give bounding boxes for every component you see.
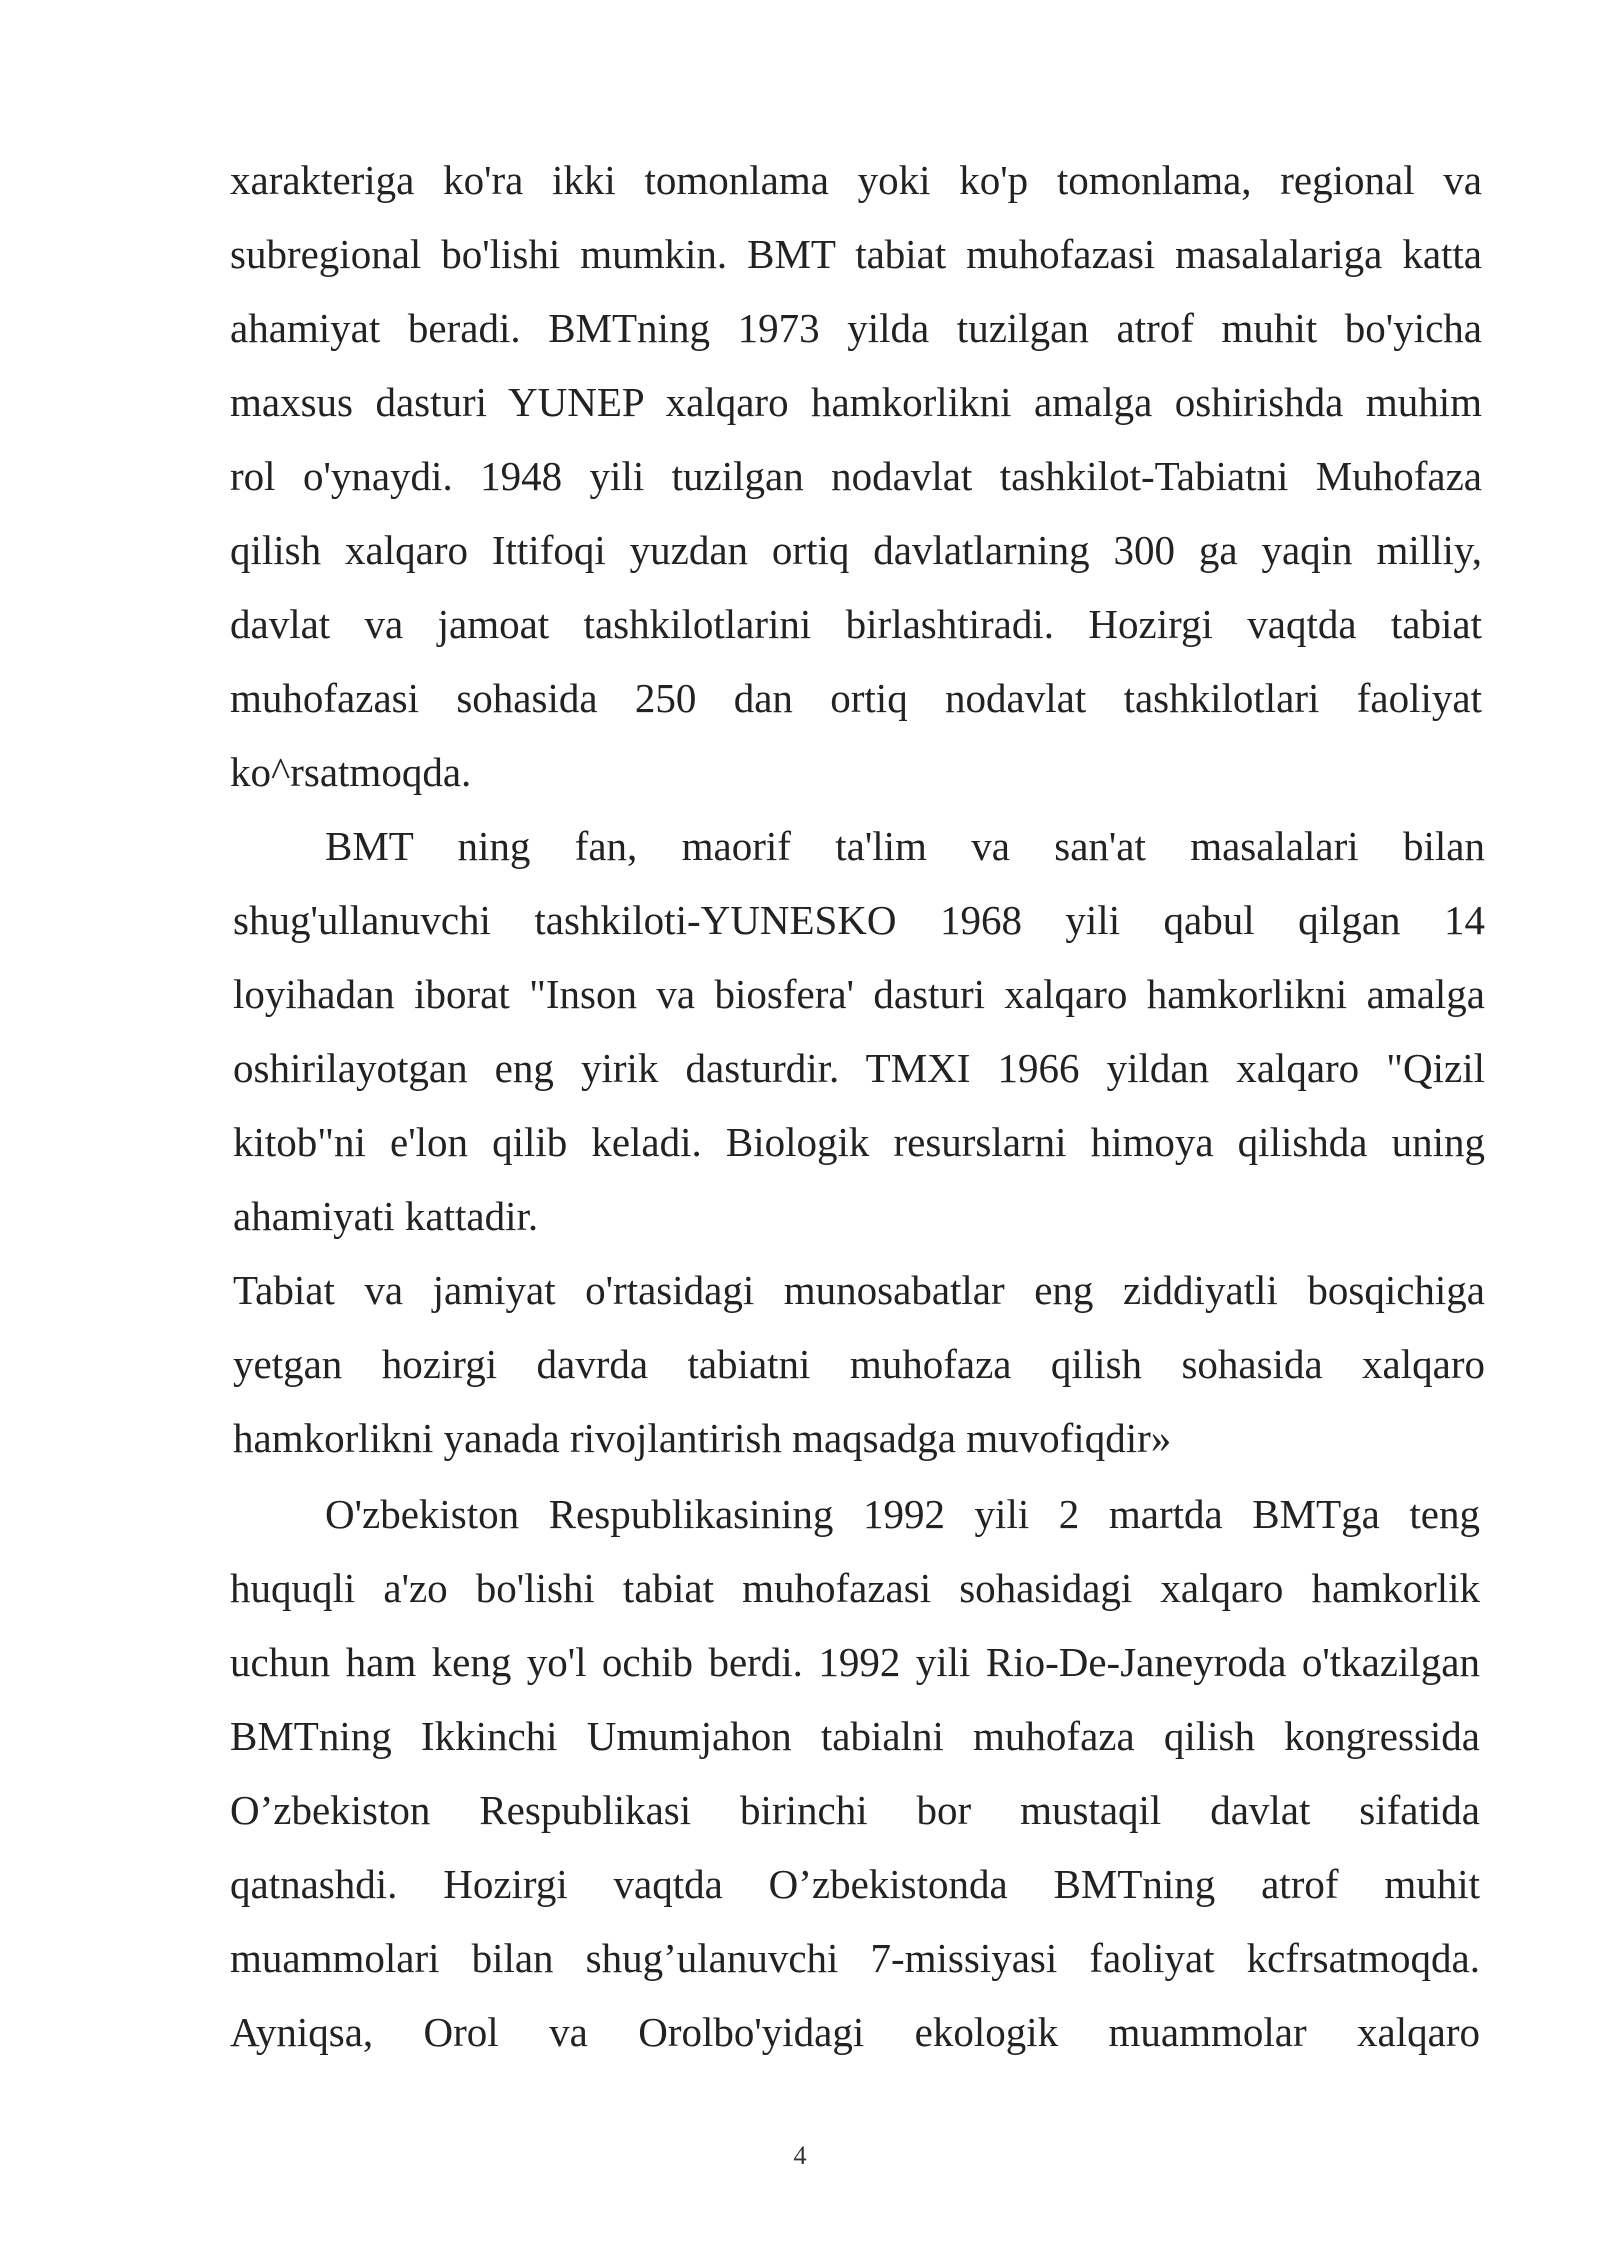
text-line: ahamiyat beradi. BMTning 1973 yilda tuzilgan atrof muhit bo'yicha <box>230 305 1482 351</box>
text-line: hamkorlikni yanada rivojlantirish maqsadga muvofiqdir» <box>233 1415 1172 1461</box>
text-line: O’zbekiston Respublikasi birinchi bor mustaqil davlat sifatida <box>230 1787 1480 1833</box>
text-line: subregional bo'lishi mumkin. BMT tabiat muhofazasi masalalariga katta <box>230 231 1482 277</box>
text-line: yetgan hozirgi davrda tabiatni muhofaza qilish sohasida xalqaro <box>233 1341 1485 1387</box>
text-line: qilish xalqaro Ittifoqi yuzdan ortiq davlatlarning 300 ga yaqin milliy, <box>230 527 1482 573</box>
text-line: BMTning Ikkinchi Umumjahon tabialni muhofaza qilish kongressida <box>230 1713 1480 1759</box>
text-line: loyihadan iborat "Inson va biosfera' dasturi xalqaro hamkorlikni amalga <box>233 971 1485 1017</box>
text-line: O'zbekiston Respublikasining 1992 yili 2 martda BMTga teng <box>325 1491 1480 1537</box>
text-line: kitob"ni e'lon qilib keladi. Biologik resurslarni himoya qilishda uning <box>233 1119 1485 1165</box>
text-line: maxsus dasturi YUNEP xalqaro hamkorlikni amalga oshirishda muhim <box>230 379 1482 425</box>
text-line: muhofazasi sohasida 250 dan ortiq nodavlat tashkilotlari faoliyat <box>230 675 1482 721</box>
text-line: huquqli a'zo bo'lishi tabiat muhofazasi sohasidagi xalqaro hamkorlik <box>230 1565 1480 1611</box>
text-line: rol o'ynaydi. 1948 yili tuzilgan nodavlat tashkilot-Tabiatni Muhofaza <box>230 453 1482 499</box>
page-number: 4 <box>793 2141 807 2170</box>
text-line: Tabiat va jamiyat o'rtasidagi munosabatlar eng ziddiyatli bosqichiga <box>233 1267 1485 1313</box>
text-line: oshirilayotgan eng yirik dasturdir. TMXI 1966 yildan xalqaro "Qizil <box>233 1045 1485 1091</box>
text-line: davlat va jamoat tashkilotlarini birlashtiradi. Hozirgi vaqtda tabiat <box>230 601 1482 647</box>
text-line: ko^rsatmoqda. <box>230 749 472 795</box>
text-line: muammolari bilan shug’ulanuvchi 7-missiyasi faoliyat kcfrsatmoqda. <box>230 1935 1480 1981</box>
text-line: xarakteriga ko'ra ikki tomonlama yoki ko'p tomonlama, regional va <box>230 157 1482 203</box>
text-line: shug'ullanuvchi tashkiloti-YUNESKO 1968 yili qabul qilgan 14 <box>233 897 1485 943</box>
text-line: BMT ning fan, maorif ta'lim va san'at masalalari bilan <box>325 823 1485 869</box>
text-line: Ayniqsa, Orol va Orolbo'yidagi ekologik muammolar xalqaro <box>230 2009 1480 2055</box>
text-line: ahamiyati kattadir. <box>233 1193 539 1239</box>
text-line: qatnashdi. Hozirgi vaqtda O’zbekistonda BMTning atrof muhit <box>230 1861 1480 1907</box>
text-line: uchun ham keng yo'l ochib berdi. 1992 yili Rio-De-Janeyroda o'tkazilgan <box>230 1639 1480 1685</box>
